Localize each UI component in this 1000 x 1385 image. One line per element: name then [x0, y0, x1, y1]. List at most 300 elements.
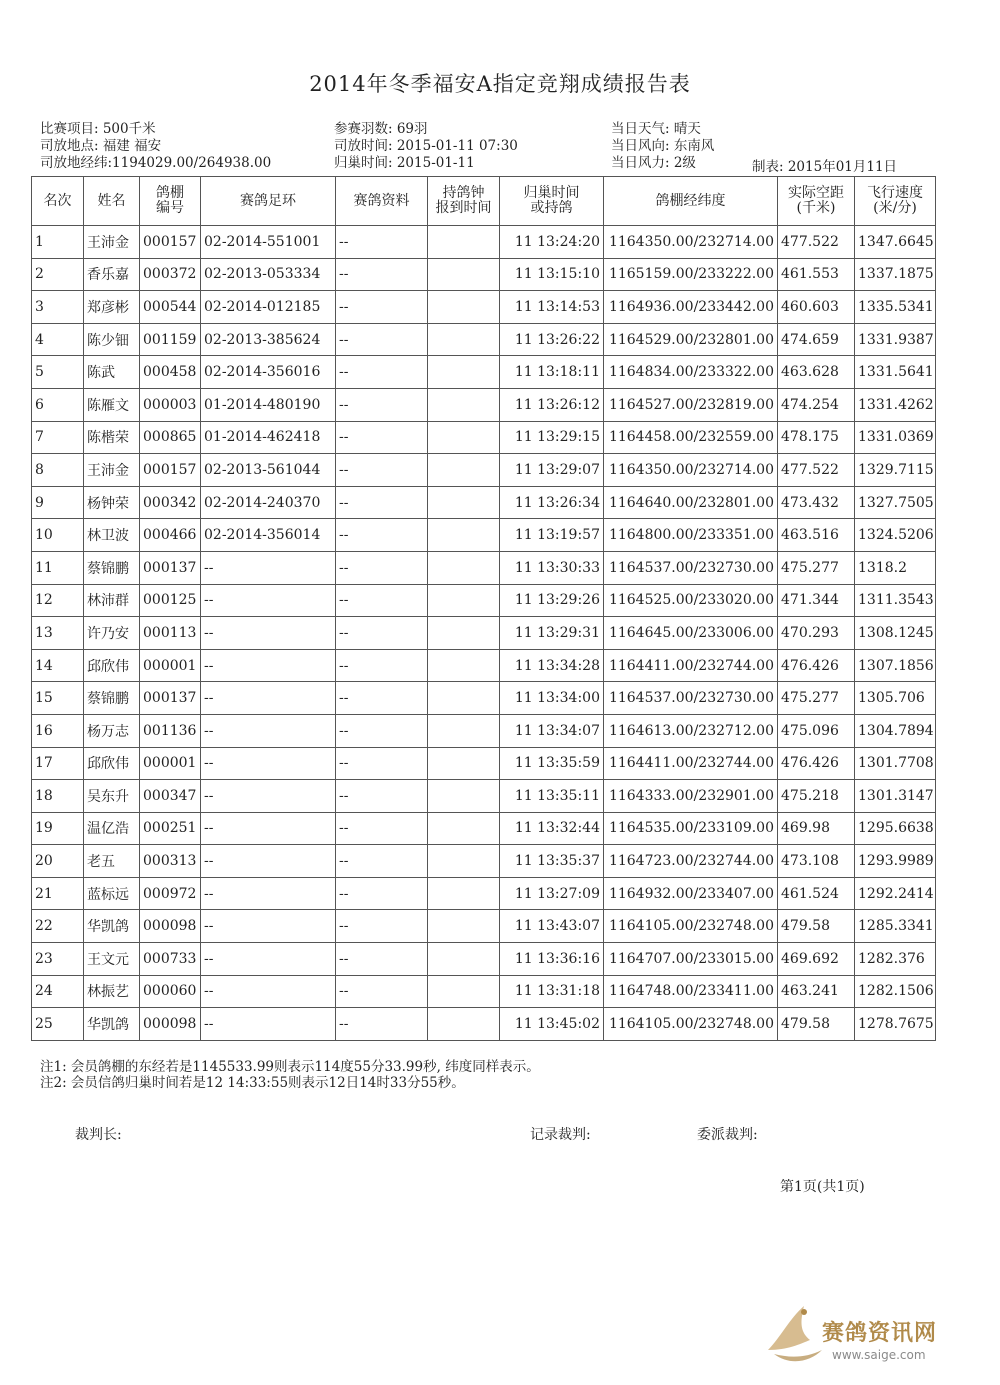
header-loft-id: 鸽棚 编号	[140, 177, 201, 226]
pigeon-info-cell: --	[336, 258, 428, 291]
ring-cell: --	[201, 747, 336, 780]
speed-cell: 1318.2	[855, 551, 936, 584]
distance-cell: 476.426	[778, 747, 855, 780]
name-cell: 杨万志	[84, 714, 140, 747]
weather: 当日天气: 晴天	[611, 121, 701, 137]
coordinates-cell: 1164527.00/232819.00	[604, 388, 778, 421]
return-time-cell: 11 13:26:34	[500, 486, 604, 519]
loft-id-cell: 000972	[140, 877, 201, 910]
speed-cell: 1293.9989	[855, 845, 936, 878]
pigeon-info-cell: --	[336, 649, 428, 682]
ring-cell: --	[201, 714, 336, 747]
clock-time-cell	[428, 617, 500, 650]
rank-cell: 22	[32, 910, 84, 943]
table-row	[32, 975, 936, 1008]
speed-cell: 1282.376	[855, 943, 936, 976]
rank-cell: 14	[32, 649, 84, 682]
distance-cell: 469.98	[778, 812, 855, 845]
race-info-middle	[334, 121, 518, 172]
coordinates-cell: 1164333.00/232901.00	[604, 780, 778, 813]
ring-cell: --	[201, 1008, 336, 1041]
ring-cell: --	[201, 943, 336, 976]
coordinates-cell: 1164529.00/232801.00	[604, 323, 778, 356]
race-info-left	[40, 121, 271, 172]
rank-cell: 17	[32, 747, 84, 780]
distance-cell: 463.628	[778, 356, 855, 389]
pigeon-info-cell: --	[336, 910, 428, 943]
pigeon-info-cell: --	[336, 323, 428, 356]
ring-cell: --	[201, 584, 336, 617]
clock-time-cell	[428, 845, 500, 878]
name-cell: 蔡锦鹏	[84, 682, 140, 715]
table-row	[32, 323, 936, 356]
return-time-cell: 11 13:34:28	[500, 649, 604, 682]
header-rank: 名次	[32, 177, 84, 226]
report-date: 制表: 2015年01月11日	[752, 159, 898, 175]
distance-cell: 463.516	[778, 519, 855, 552]
distance-cell: 470.293	[778, 617, 855, 650]
loft-id-cell: 000003	[140, 388, 201, 421]
table-row	[32, 421, 936, 454]
speed-cell: 1311.3543	[855, 584, 936, 617]
pigeon-logo-icon	[760, 1298, 826, 1370]
coordinates-cell: 1164537.00/232730.00	[604, 682, 778, 715]
loft-id-cell: 000098	[140, 910, 201, 943]
loft-id-cell: 000313	[140, 845, 201, 878]
loft-id-cell: 000865	[140, 421, 201, 454]
distance-cell: 475.277	[778, 682, 855, 715]
table-row	[32, 519, 936, 552]
return-time-cell: 11 13:29:26	[500, 584, 604, 617]
release-coordinates: 司放地经纬:1194029.00/264938.00	[40, 155, 272, 171]
ring-cell: --	[201, 812, 336, 845]
pigeon-info-cell: --	[336, 877, 428, 910]
clock-time-cell	[428, 584, 500, 617]
appointed-judge-signature: 委派裁判:	[697, 1127, 758, 1143]
loft-id-cell: 000466	[140, 519, 201, 552]
loft-id-cell: 000458	[140, 356, 201, 389]
coordinates-cell: 1164105.00/232748.00	[604, 910, 778, 943]
clock-time-cell	[428, 780, 500, 813]
return-time-cell: 11 13:15:10	[500, 258, 604, 291]
clock-time-cell	[428, 551, 500, 584]
speed-cell: 1331.5641	[855, 356, 936, 389]
ring-cell: --	[201, 845, 336, 878]
ring-cell: --	[201, 780, 336, 813]
pigeon-info-cell: --	[336, 551, 428, 584]
rank-cell: 1	[32, 226, 84, 259]
return-time-cell: 11 13:18:11	[500, 356, 604, 389]
distance-cell: 474.659	[778, 323, 855, 356]
race-item: 比赛项目: 500千米	[40, 121, 156, 137]
ring-cell: --	[201, 551, 336, 584]
rank-cell: 12	[32, 584, 84, 617]
coordinates-cell: 1164525.00/233020.00	[604, 584, 778, 617]
speed-cell: 1307.1856	[855, 649, 936, 682]
coordinates-cell: 1164640.00/232801.00	[604, 486, 778, 519]
clock-time-cell	[428, 454, 500, 487]
distance-cell: 463.241	[778, 975, 855, 1008]
coordinates-cell: 1164748.00/233411.00	[604, 975, 778, 1008]
rank-cell: 25	[32, 1008, 84, 1041]
return-time-cell: 11 13:27:09	[500, 877, 604, 910]
speed-cell: 1282.1506	[855, 975, 936, 1008]
return-time-cell: 11 13:34:07	[500, 714, 604, 747]
loft-id-cell: 000733	[140, 943, 201, 976]
clock-time-cell	[428, 323, 500, 356]
table-row	[32, 388, 936, 421]
header-name: 姓名	[84, 177, 140, 226]
speed-cell: 1331.0369	[855, 421, 936, 454]
pigeon-info-cell: --	[336, 780, 428, 813]
pigeon-info-cell: --	[336, 943, 428, 976]
distance-cell: 469.692	[778, 943, 855, 976]
speed-cell: 1327.7505	[855, 486, 936, 519]
table-body	[32, 226, 936, 1041]
speed-cell: 1305.706	[855, 682, 936, 715]
name-cell: 许乃安	[84, 617, 140, 650]
distance-cell: 476.426	[778, 649, 855, 682]
name-cell: 林卫波	[84, 519, 140, 552]
table-row	[32, 551, 936, 584]
name-cell: 杨钟荣	[84, 486, 140, 519]
return-time-cell: 11 13:35:11	[500, 780, 604, 813]
name-cell: 郑彦彬	[84, 291, 140, 324]
header-speed: 飞行速度 (米/分)	[855, 177, 936, 226]
ring-cell: 02-2014-551001	[201, 226, 336, 259]
rank-cell: 7	[32, 421, 84, 454]
clock-time-cell	[428, 1008, 500, 1041]
rank-cell: 11	[32, 551, 84, 584]
rank-cell: 9	[32, 486, 84, 519]
name-cell: 老五	[84, 845, 140, 878]
return-time-cell: 11 13:30:33	[500, 551, 604, 584]
rank-cell: 21	[32, 877, 84, 910]
speed-cell: 1292.2414	[855, 877, 936, 910]
loft-id-cell: 000372	[140, 258, 201, 291]
pigeon-info-cell: --	[336, 584, 428, 617]
return-time: 归巢时间: 2015-01-11	[334, 155, 475, 171]
table-row	[32, 845, 936, 878]
table-row	[32, 649, 936, 682]
page-title: 2014年冬季福安A指定竞翔成绩报告表	[309, 72, 691, 96]
coordinates-cell: 1164723.00/232744.00	[604, 845, 778, 878]
loft-id-cell: 000125	[140, 584, 201, 617]
table-row	[32, 812, 936, 845]
name-cell: 邱欣伟	[84, 747, 140, 780]
coordinates-cell: 1164411.00/232744.00	[604, 649, 778, 682]
speed-cell: 1278.7675	[855, 1008, 936, 1041]
coordinates-cell: 1164535.00/233109.00	[604, 812, 778, 845]
results-table	[31, 176, 936, 1041]
return-time-cell: 11 13:29:07	[500, 454, 604, 487]
distance-cell: 477.522	[778, 454, 855, 487]
pigeon-info-cell: --	[336, 356, 428, 389]
coordinates-cell: 1164645.00/233006.00	[604, 617, 778, 650]
rank-cell: 3	[32, 291, 84, 324]
rank-cell: 8	[32, 454, 84, 487]
table-row	[32, 258, 936, 291]
name-cell: 陈楷荣	[84, 421, 140, 454]
rank-cell: 13	[32, 617, 84, 650]
speed-cell: 1337.1875	[855, 258, 936, 291]
coordinates-cell: 1165159.00/233222.00	[604, 258, 778, 291]
coordinates-cell: 1164800.00/233351.00	[604, 519, 778, 552]
coordinates-cell: 1164707.00/233015.00	[604, 943, 778, 976]
wind-direction: 当日风向: 东南风	[611, 138, 715, 154]
pigeon-info-cell: --	[336, 486, 428, 519]
return-time-cell: 11 13:36:16	[500, 943, 604, 976]
distance-cell: 475.096	[778, 714, 855, 747]
clock-time-cell	[428, 877, 500, 910]
return-time-cell: 11 13:26:22	[500, 323, 604, 356]
table-row	[32, 910, 936, 943]
clock-time-cell	[428, 812, 500, 845]
table-row	[32, 226, 936, 259]
rank-cell: 19	[32, 812, 84, 845]
coordinates-cell: 1164411.00/232744.00	[604, 747, 778, 780]
name-cell: 华凯鸽	[84, 1008, 140, 1041]
ring-cell: --	[201, 910, 336, 943]
name-cell: 陈雁文	[84, 388, 140, 421]
speed-cell: 1335.5341	[855, 291, 936, 324]
name-cell: 王沛金	[84, 226, 140, 259]
header-clock-time: 持鸽钟 报到时间	[428, 177, 500, 226]
ring-cell: 02-2013-561044	[201, 454, 336, 487]
table-row	[32, 943, 936, 976]
distance-cell: 460.603	[778, 291, 855, 324]
name-cell: 林振艺	[84, 975, 140, 1008]
speed-cell: 1304.7894	[855, 714, 936, 747]
race-info-right	[611, 121, 714, 172]
loft-id-cell: 000113	[140, 617, 201, 650]
loft-id-cell: 000157	[140, 226, 201, 259]
clock-time-cell	[428, 910, 500, 943]
loft-id-cell: 000060	[140, 975, 201, 1008]
rank-cell: 10	[32, 519, 84, 552]
speed-cell: 1295.6638	[855, 812, 936, 845]
loft-id-cell: 000157	[140, 454, 201, 487]
rank-cell: 16	[32, 714, 84, 747]
note-1: 注1: 会员鸽棚的东经若是1145533.99则表示114度55分33.99秒, 纬度同样表示。	[40, 1059, 540, 1075]
name-cell: 陈武	[84, 356, 140, 389]
ring-cell: --	[201, 682, 336, 715]
table-row	[32, 1008, 936, 1041]
clock-time-cell	[428, 682, 500, 715]
distance-cell: 461.524	[778, 877, 855, 910]
chief-judge-signature: 裁判长:	[75, 1127, 122, 1143]
pigeon-info-cell: --	[336, 845, 428, 878]
name-cell: 陈少钿	[84, 323, 140, 356]
watermark	[760, 1298, 970, 1370]
header-return-time: 归巢时间 或持鸽	[500, 177, 604, 226]
table-row	[32, 714, 936, 747]
table-row	[32, 454, 936, 487]
ring-cell: 01-2014-462418	[201, 421, 336, 454]
loft-id-cell: 000251	[140, 812, 201, 845]
return-time-cell: 11 13:32:44	[500, 812, 604, 845]
table-row	[32, 486, 936, 519]
rank-cell: 15	[32, 682, 84, 715]
distance-cell: 473.108	[778, 845, 855, 878]
speed-cell: 1331.4262	[855, 388, 936, 421]
header-coordinates: 鸽棚经纬度	[604, 177, 778, 226]
name-cell: 王沛金	[84, 454, 140, 487]
loft-id-cell: 001159	[140, 323, 201, 356]
loft-id-cell: 000001	[140, 747, 201, 780]
pigeon-info-cell: --	[336, 812, 428, 845]
note-2: 注2: 会员信鸽归巢时间若是12 14:33:55则表示12日14时33分55秒。	[40, 1075, 465, 1091]
name-cell: 蔡锦鹏	[84, 551, 140, 584]
clock-time-cell	[428, 291, 500, 324]
speed-cell: 1324.5206	[855, 519, 936, 552]
return-time-cell: 11 13:29:15	[500, 421, 604, 454]
clock-time-cell	[428, 486, 500, 519]
entry-count: 参赛羽数: 69羽	[334, 121, 428, 137]
speed-cell: 1331.9387	[855, 323, 936, 356]
table-row	[32, 877, 936, 910]
release-time: 司放时间: 2015-01-11 07:30	[334, 138, 518, 154]
pigeon-info-cell: --	[336, 747, 428, 780]
coordinates-cell: 1164932.00/233407.00	[604, 877, 778, 910]
return-time-cell: 11 13:14:53	[500, 291, 604, 324]
ring-cell: 02-2014-356016	[201, 356, 336, 389]
coordinates-cell: 1164105.00/232748.00	[604, 1008, 778, 1041]
coordinates-cell: 1164613.00/232712.00	[604, 714, 778, 747]
rank-cell: 24	[32, 975, 84, 1008]
distance-cell: 477.522	[778, 226, 855, 259]
clock-time-cell	[428, 226, 500, 259]
table-row	[32, 291, 936, 324]
ring-cell: 02-2013-053334	[201, 258, 336, 291]
pigeon-info-cell: --	[336, 454, 428, 487]
coordinates-cell: 1164537.00/232730.00	[604, 551, 778, 584]
loft-id-cell: 000098	[140, 1008, 201, 1041]
distance-cell: 461.553	[778, 258, 855, 291]
pigeon-info-cell: --	[336, 682, 428, 715]
clock-time-cell	[428, 258, 500, 291]
distance-cell: 471.344	[778, 584, 855, 617]
ring-cell: --	[201, 649, 336, 682]
coordinates-cell: 1164350.00/232714.00	[604, 454, 778, 487]
return-time-cell: 11 13:35:59	[500, 747, 604, 780]
coordinates-cell: 1164834.00/233322.00	[604, 356, 778, 389]
name-cell: 邱欣伟	[84, 649, 140, 682]
loft-id-cell: 000342	[140, 486, 201, 519]
pigeon-info-cell: --	[336, 421, 428, 454]
distance-cell: 479.58	[778, 1008, 855, 1041]
ring-cell: 01-2014-480190	[201, 388, 336, 421]
clock-time-cell	[428, 714, 500, 747]
rank-cell: 6	[32, 388, 84, 421]
pigeon-info-cell: --	[336, 388, 428, 421]
loft-id-cell: 000544	[140, 291, 201, 324]
speed-cell: 1347.6645	[855, 226, 936, 259]
table-header-row	[32, 177, 936, 226]
header-distance: 实际空距 (千米)	[778, 177, 855, 226]
distance-cell: 475.218	[778, 780, 855, 813]
clock-time-cell	[428, 943, 500, 976]
name-cell: 香乐嘉	[84, 258, 140, 291]
page-number: 第1页(共1页)	[780, 1179, 865, 1195]
ring-cell: 02-2014-240370	[201, 486, 336, 519]
return-time-cell: 11 13:34:00	[500, 682, 604, 715]
header-ring: 赛鸽足环	[201, 177, 336, 226]
pigeon-info-cell: --	[336, 519, 428, 552]
loft-id-cell: 000347	[140, 780, 201, 813]
name-cell: 温亿浩	[84, 812, 140, 845]
ring-cell: --	[201, 877, 336, 910]
pigeon-info-cell: --	[336, 714, 428, 747]
pigeon-info-cell: --	[336, 1008, 428, 1041]
distance-cell: 474.254	[778, 388, 855, 421]
distance-cell: 473.432	[778, 486, 855, 519]
table-row	[32, 584, 936, 617]
clock-time-cell	[428, 356, 500, 389]
clock-time-cell	[428, 747, 500, 780]
ring-cell: --	[201, 975, 336, 1008]
distance-cell: 475.277	[778, 551, 855, 584]
table-row	[32, 356, 936, 389]
return-time-cell: 11 13:26:12	[500, 388, 604, 421]
release-location: 司放地点: 福建 福安	[40, 138, 162, 154]
clock-time-cell	[428, 421, 500, 454]
speed-cell: 1301.7708	[855, 747, 936, 780]
clock-time-cell	[428, 649, 500, 682]
rank-cell: 4	[32, 323, 84, 356]
pigeon-info-cell: --	[336, 291, 428, 324]
table-row	[32, 617, 936, 650]
rank-cell: 5	[32, 356, 84, 389]
name-cell: 林沛群	[84, 584, 140, 617]
table-row	[32, 682, 936, 715]
clock-time-cell	[428, 388, 500, 421]
ring-cell: 02-2014-356014	[201, 519, 336, 552]
return-time-cell: 11 13:43:07	[500, 910, 604, 943]
distance-cell: 479.58	[778, 910, 855, 943]
rank-cell: 23	[32, 943, 84, 976]
rank-cell: 18	[32, 780, 84, 813]
pigeon-info-cell: --	[336, 975, 428, 1008]
watermark-text: 赛鸽资讯网	[822, 1321, 938, 1346]
speed-cell: 1301.3147	[855, 780, 936, 813]
ring-cell: 02-2014-012185	[201, 291, 336, 324]
pigeon-info-cell: --	[336, 226, 428, 259]
return-time-cell: 11 13:31:18	[500, 975, 604, 1008]
header-pigeon-info: 赛鸽资料	[336, 177, 428, 226]
speed-cell: 1329.7115	[855, 454, 936, 487]
speed-cell: 1308.1245	[855, 617, 936, 650]
loft-id-cell: 000137	[140, 682, 201, 715]
ring-cell: 02-2013-385624	[201, 323, 336, 356]
return-time-cell: 11 13:19:57	[500, 519, 604, 552]
loft-id-cell: 001136	[140, 714, 201, 747]
rank-cell: 2	[32, 258, 84, 291]
return-time-cell: 11 13:24:20	[500, 226, 604, 259]
loft-id-cell: 000001	[140, 649, 201, 682]
wind-force: 当日风力: 2级	[611, 155, 696, 171]
clock-time-cell	[428, 975, 500, 1008]
coordinates-cell: 1164936.00/233442.00	[604, 291, 778, 324]
name-cell: 蓝标远	[84, 877, 140, 910]
distance-cell: 478.175	[778, 421, 855, 454]
coordinates-cell: 1164458.00/232559.00	[604, 421, 778, 454]
return-time-cell: 11 13:35:37	[500, 845, 604, 878]
name-cell: 吴东升	[84, 780, 140, 813]
return-time-cell: 11 13:45:02	[500, 1008, 604, 1041]
return-time-cell: 11 13:29:31	[500, 617, 604, 650]
name-cell: 王文元	[84, 943, 140, 976]
